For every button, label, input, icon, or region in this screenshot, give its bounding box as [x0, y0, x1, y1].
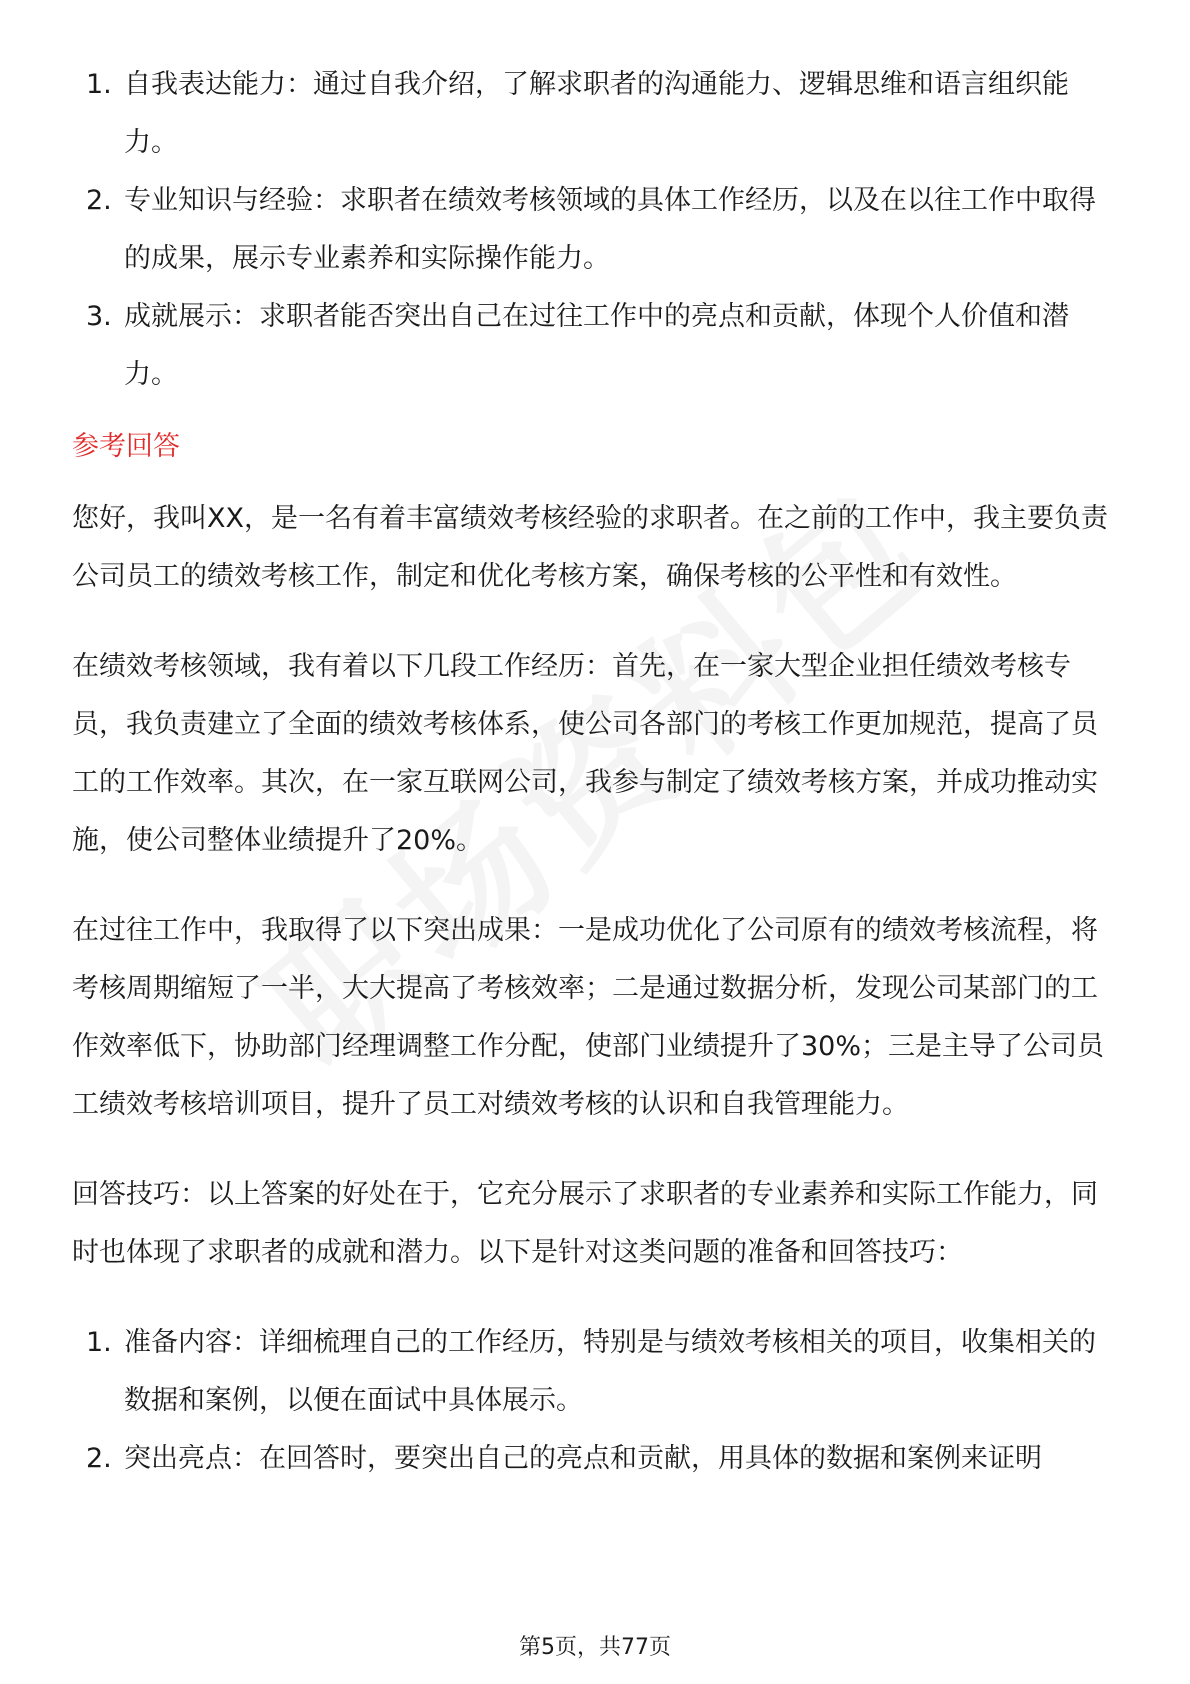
list-text: 自我表达能力：通过自我介绍，了解求职者的沟通能力、逻辑思维和语言组织能力。	[124, 69, 1069, 158]
document-body	[72, 56, 1122, 1488]
list-text: 成就展示：求职者能否突出自己在过往工作中的亮点和贡献，体现个人价值和潜力。	[124, 301, 1069, 390]
list-number: 3.	[86, 301, 112, 332]
list-text: 突出亮点：在回答时，要突出自己的亮点和贡献，用具体的数据和案例来证明	[124, 1443, 1042, 1474]
list-number: 2.	[86, 185, 112, 216]
list-item	[72, 1430, 1122, 1488]
paragraph: 在过往工作中，我取得了以下突出成果：一是成功优化了公司原有的绩效考核流程，将考核周期缩短了一半，大大提高了考核效率；二是通过数据分析，发现公司某部门的工作效率低下，协助部门经理调整工作分配，使部门业绩提升了30%；三是主导了公司员工绩效考核培训项目，提升了员工对绩效考核的认识和自我管理能力。	[72, 915, 1105, 1120]
list-number: 2.	[86, 1443, 112, 1474]
paragraph: 回答技巧：以上答案的好处在于，它充分展示了求职者的专业素养和实际工作能力，同时也体现了求职者的成就和潜力。以下是针对这类问题的准备和回答技巧：	[72, 1179, 1098, 1268]
list-item	[72, 56, 1122, 172]
paragraph: 在绩效考核领域，我有着以下几段工作经历：首先，在一家大型企业担任绩效考核专员，我负责建立了全面的绩效考核体系，使公司各部门的考核工作更加规范，提高了员工的工作效率。其次，在一家互联网公司，我参与制定了绩效考核方案，并成功推动实施，使公司整体业绩提升了20%。	[72, 651, 1098, 856]
list-item	[72, 172, 1122, 288]
tips-list	[72, 1314, 1122, 1488]
paragraph: 您好，我叫XX，是一名有着丰富绩效考核经验的求职者。在之前的工作中，我主要负责公司员工的绩效考核工作，制定和优化考核方案，确保考核的公平性和有效性。	[72, 503, 1108, 592]
list-item	[72, 1314, 1122, 1430]
criteria-list	[72, 56, 1122, 404]
list-number: 1.	[86, 69, 112, 100]
list-text: 专业知识与经验：求职者在绩效考核领域的具体工作经历，以及在以往工作中取得的成果，展示专业素养和实际操作能力。	[124, 185, 1096, 274]
list-item	[72, 288, 1122, 404]
list-text: 准备内容：详细梳理自己的工作经历，特别是与绩效考核相关的项目，收集相关的数据和案例，以便在面试中具体展示。	[124, 1327, 1096, 1416]
section-title: 参考回答	[72, 431, 180, 462]
page-footer: 第5页，共77页	[519, 1635, 671, 1660]
list-number: 1.	[86, 1327, 112, 1358]
